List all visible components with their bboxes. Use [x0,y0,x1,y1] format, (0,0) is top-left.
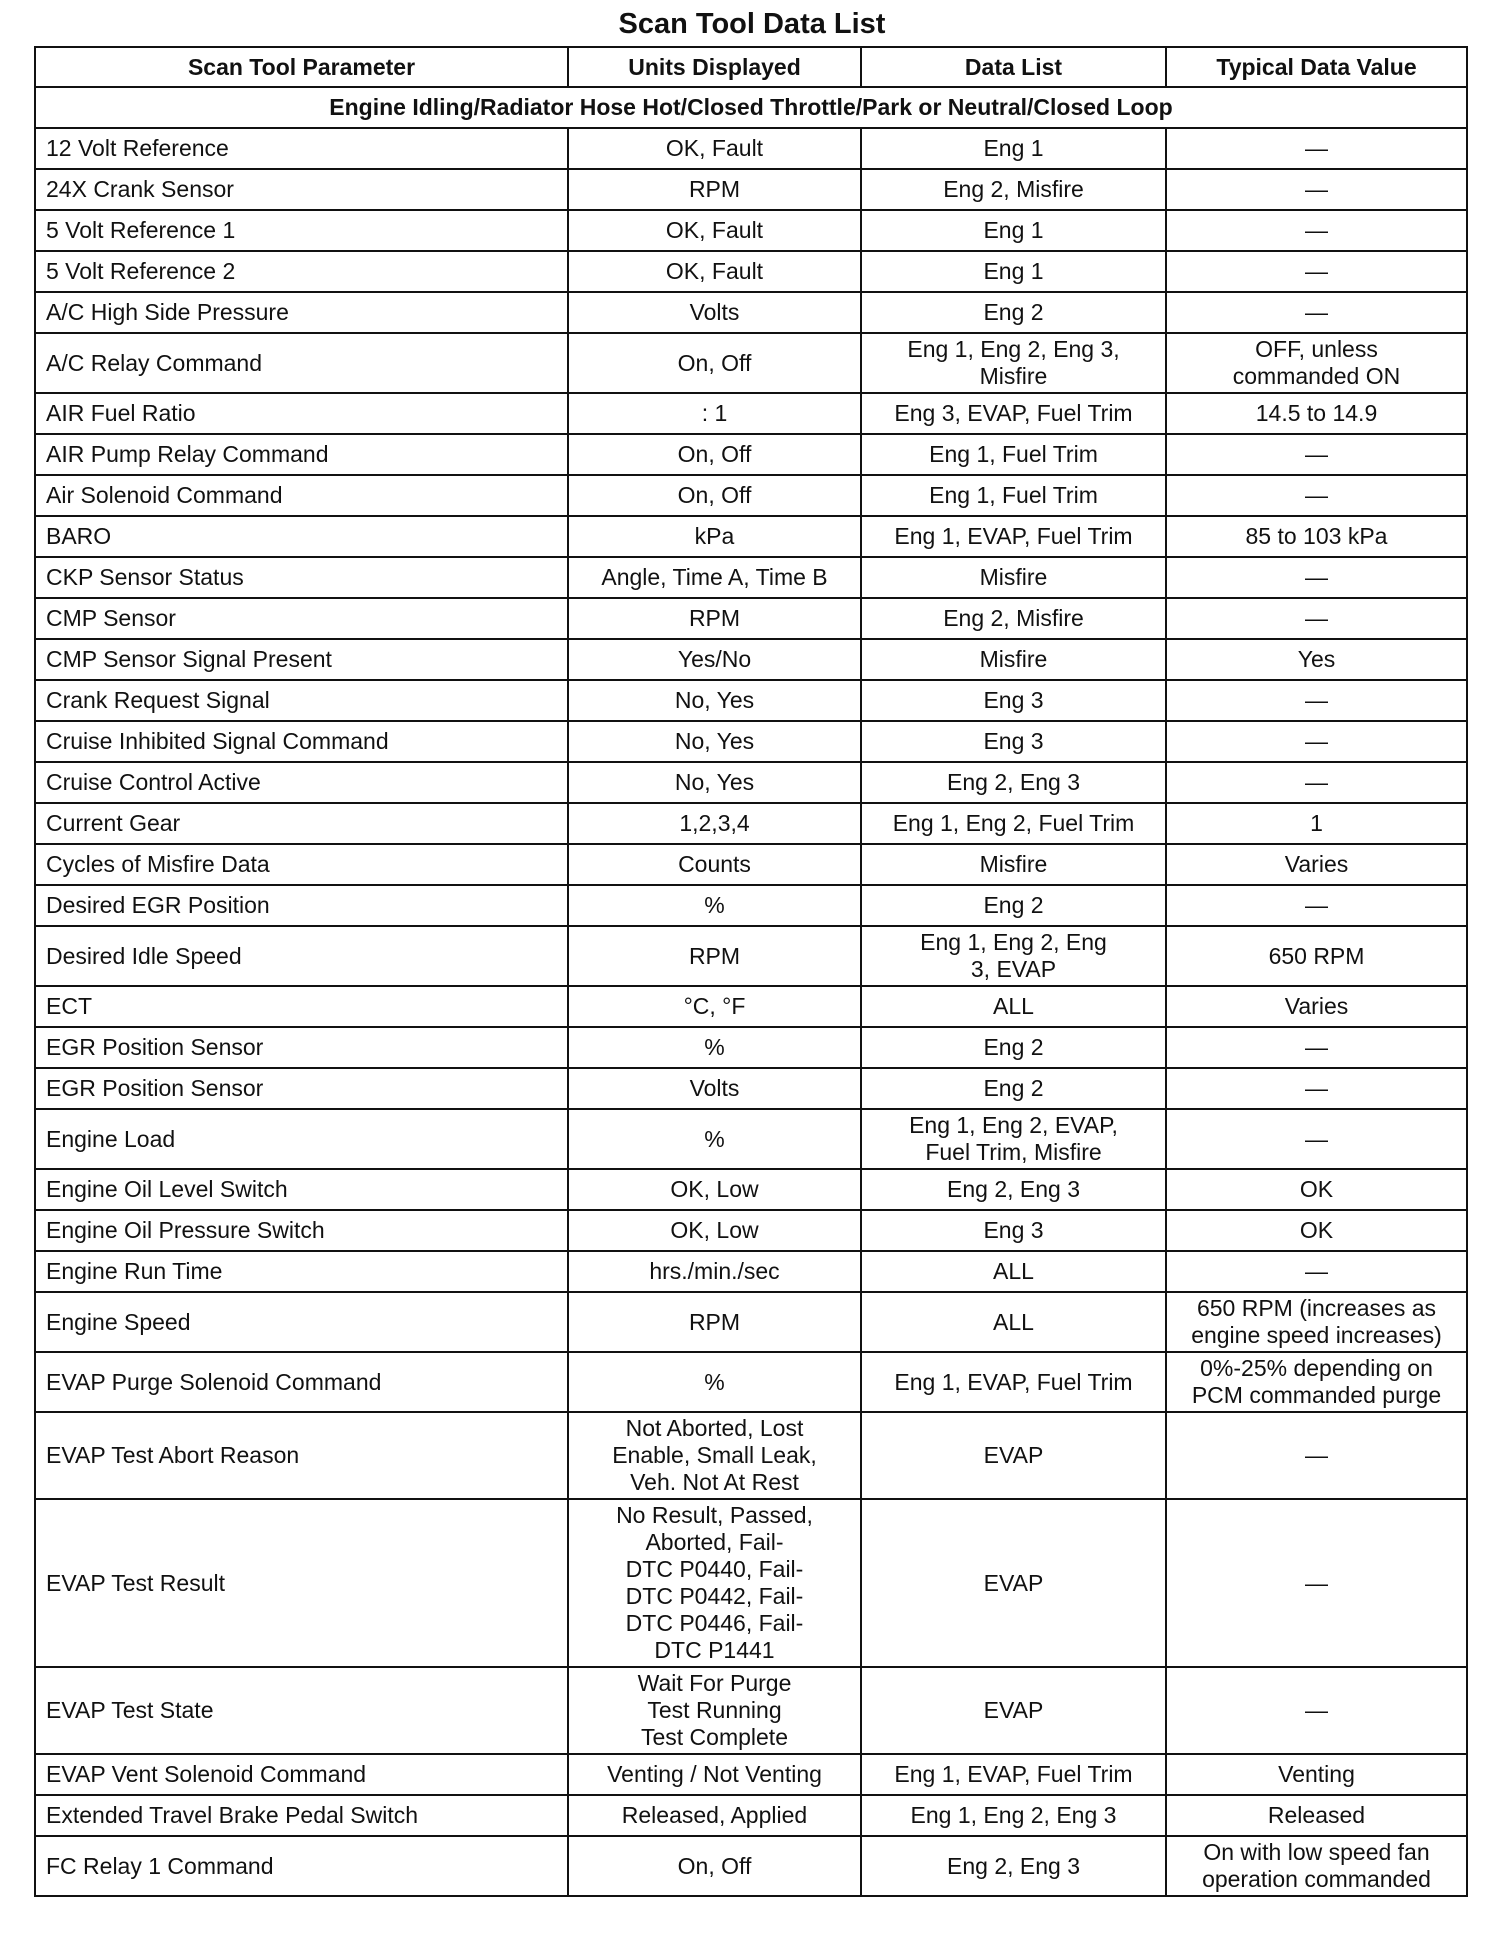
param-cell: CKP Sensor Status [35,557,568,598]
data-list-cell: ALL [861,1251,1166,1292]
table-row [35,1667,1467,1754]
section-row [35,87,1467,128]
table-row [35,475,1467,516]
typical-value-cell: — [1166,1412,1467,1499]
data-list-cell: EVAP [861,1499,1166,1667]
typical-value-cell: — [1166,557,1467,598]
typical-value-cell: — [1166,1109,1467,1169]
table-row [35,803,1467,844]
table-row [35,1412,1467,1499]
column-header-data-list: Data List [861,47,1166,87]
table-row [35,393,1467,434]
data-list-cell: Eng 3 [861,1210,1166,1251]
data-list-cell: Misfire [861,639,1166,680]
data-list-cell: Eng 2, Eng 3 [861,762,1166,803]
table-row [35,1499,1467,1667]
param-cell: EVAP Purge Solenoid Command [35,1352,568,1412]
table-row [35,516,1467,557]
typical-value-cell: OK [1166,1169,1467,1210]
table-row [35,1251,1467,1292]
typical-value-cell: Yes [1166,639,1467,680]
column-header-units: Units Displayed [568,47,861,87]
typical-value-cell: OK [1166,1210,1467,1251]
table-row [35,251,1467,292]
param-cell: 24X Crank Sensor [35,169,568,210]
data-list-cell: Eng 1, EVAP, Fuel Trim [861,1352,1166,1412]
units-cell: RPM [568,169,861,210]
param-cell: EGR Position Sensor [35,1068,568,1109]
typical-value-cell: — [1166,210,1467,251]
data-list-cell: Misfire [861,844,1166,885]
units-cell: Released, Applied [568,1795,861,1836]
typical-value-cell: 14.5 to 14.9 [1166,393,1467,434]
table-row [35,762,1467,803]
data-list-cell: Eng 1, Eng 2, Eng 3 [861,1795,1166,1836]
units-cell: RPM [568,926,861,986]
units-cell: On, Off [568,1836,861,1896]
param-cell: CMP Sensor [35,598,568,639]
typical-value-cell: On with low speed fan operation commanded [1166,1836,1467,1896]
column-header-parameter: Scan Tool Parameter [35,47,568,87]
table-row [35,1836,1467,1896]
typical-value-cell: — [1166,1667,1467,1754]
units-cell: RPM [568,598,861,639]
param-cell: Engine Oil Level Switch [35,1169,568,1210]
data-list-cell: Eng 1 [861,128,1166,169]
param-cell: EVAP Vent Solenoid Command [35,1754,568,1795]
param-cell: Cycles of Misfire Data [35,844,568,885]
data-list-cell: Eng 2 [861,885,1166,926]
typical-value-cell: — [1166,1068,1467,1109]
table-row [35,986,1467,1027]
param-cell: A/C High Side Pressure [35,292,568,333]
units-cell: RPM [568,1292,861,1352]
page-title: Scan Tool Data List [618,8,886,40]
param-cell: Engine Speed [35,1292,568,1352]
data-list-cell: Eng 1, Fuel Trim [861,475,1166,516]
param-cell: Cruise Inhibited Signal Command [35,721,568,762]
typical-value-cell: — [1166,128,1467,169]
typical-value-cell: — [1166,680,1467,721]
units-cell: Volts [568,292,861,333]
units-cell: No Result, Passed, Aborted, Fail- DTC P0440, Fail- DTC P0442, Fail- DTC P0446, Fail- DTC P1441 [568,1499,861,1667]
typical-value-cell: 650 RPM (increases as engine speed increases) [1166,1292,1467,1352]
param-cell: Desired Idle Speed [35,926,568,986]
units-cell: On, Off [568,333,861,393]
units-cell: OK, Fault [568,210,861,251]
table-row [35,1169,1467,1210]
units-cell: Volts [568,1068,861,1109]
typical-value-cell: — [1166,251,1467,292]
data-list-cell: Eng 1, Eng 2, EVAP, Fuel Trim, Misfire [861,1109,1166,1169]
table-row [35,680,1467,721]
units-cell: OK, Fault [568,128,861,169]
units-cell: Venting / Not Venting [568,1754,861,1795]
data-list-cell: Eng 2, Eng 3 [861,1836,1166,1896]
table-row [35,128,1467,169]
units-cell: % [568,1352,861,1412]
data-list-cell: EVAP [861,1412,1166,1499]
param-cell: EVAP Test Abort Reason [35,1412,568,1499]
data-list-cell: ALL [861,1292,1166,1352]
units-cell: OK, Low [568,1210,861,1251]
typical-value-cell: 1 [1166,803,1467,844]
param-cell: AIR Fuel Ratio [35,393,568,434]
table-row [35,210,1467,251]
param-cell: FC Relay 1 Command [35,1836,568,1896]
units-cell: On, Off [568,434,861,475]
units-cell: % [568,885,861,926]
table-row [35,1210,1467,1251]
column-header-typical-value: Typical Data Value [1166,47,1467,87]
table-row [35,926,1467,986]
data-list-cell: Eng 3, EVAP, Fuel Trim [861,393,1166,434]
param-cell: Engine Oil Pressure Switch [35,1210,568,1251]
param-cell: A/C Relay Command [35,333,568,393]
table-row [35,1352,1467,1412]
data-list-cell: Eng 1, Eng 2, Fuel Trim [861,803,1166,844]
typical-value-cell: — [1166,721,1467,762]
units-cell: hrs./min./sec [568,1251,861,1292]
data-list-cell: Eng 1, EVAP, Fuel Trim [861,1754,1166,1795]
typical-value-cell: — [1166,475,1467,516]
units-cell: % [568,1109,861,1169]
typical-value-cell: — [1166,598,1467,639]
units-cell: Not Aborted, Lost Enable, Small Leak, Veh. Not At Rest [568,1412,861,1499]
scan-tool-data-table [34,46,1468,1897]
data-list-cell: EVAP [861,1667,1166,1754]
units-cell: % [568,1027,861,1068]
param-cell: Desired EGR Position [35,885,568,926]
typical-value-cell: — [1166,434,1467,475]
typical-value-cell: 650 RPM [1166,926,1467,986]
data-list-cell: ALL [861,986,1166,1027]
typical-value-cell: 85 to 103 kPa [1166,516,1467,557]
param-cell: 5 Volt Reference 1 [35,210,568,251]
table-row [35,1027,1467,1068]
typical-value-cell: Varies [1166,986,1467,1027]
param-cell: EVAP Test State [35,1667,568,1754]
data-list-cell: Eng 3 [861,721,1166,762]
data-list-cell: Eng 1, Fuel Trim [861,434,1166,475]
data-list-cell: Eng 3 [861,680,1166,721]
data-list-cell: Eng 2 [861,1068,1166,1109]
units-cell: Wait For Purge Test Running Test Complete [568,1667,861,1754]
param-cell: Air Solenoid Command [35,475,568,516]
typical-value-cell: — [1166,1251,1467,1292]
data-list-cell: Eng 2 [861,292,1166,333]
param-cell: CMP Sensor Signal Present [35,639,568,680]
typical-value-cell: Released [1166,1795,1467,1836]
param-cell: Crank Request Signal [35,680,568,721]
table-header-row [35,47,1467,87]
units-cell: No, Yes [568,721,861,762]
table-row [35,1068,1467,1109]
param-cell: ECT [35,986,568,1027]
param-cell: Engine Load [35,1109,568,1169]
typical-value-cell: Venting [1166,1754,1467,1795]
units-cell: OK, Low [568,1169,861,1210]
table-row [35,1754,1467,1795]
table-row [35,721,1467,762]
units-cell: 1,2,3,4 [568,803,861,844]
table-row [35,598,1467,639]
table-row [35,333,1467,393]
units-cell: Yes/No [568,639,861,680]
units-cell: No, Yes [568,680,861,721]
param-cell: Cruise Control Active [35,762,568,803]
units-cell: Angle, Time A, Time B [568,557,861,598]
data-list-cell: Eng 1, Eng 2, Eng 3, Misfire [861,333,1166,393]
table-row [35,639,1467,680]
typical-value-cell: — [1166,1499,1467,1667]
typical-value-cell: — [1166,292,1467,333]
typical-value-cell: — [1166,169,1467,210]
table-row [35,292,1467,333]
param-cell: AIR Pump Relay Command [35,434,568,475]
data-list-cell: Eng 2, Eng 3 [861,1169,1166,1210]
units-cell: Counts [568,844,861,885]
data-list-cell: Eng 2, Misfire [861,169,1166,210]
section-title: Engine Idling/Radiator Hose Hot/Closed Throttle/Park or Neutral/Closed Loop [35,87,1467,128]
param-cell: Engine Run Time [35,1251,568,1292]
table-row [35,1292,1467,1352]
table-row [35,844,1467,885]
typical-value-cell: Varies [1166,844,1467,885]
data-list-cell: Eng 2, Misfire [861,598,1166,639]
data-list-cell: Eng 2 [861,1027,1166,1068]
table-row [35,885,1467,926]
table-row [35,434,1467,475]
table-row [35,169,1467,210]
units-cell: OK, Fault [568,251,861,292]
units-cell: : 1 [568,393,861,434]
data-list-cell: Eng 1, Eng 2, Eng 3, EVAP [861,926,1166,986]
typical-value-cell: — [1166,885,1467,926]
typical-value-cell: — [1166,1027,1467,1068]
data-list-cell: Eng 1 [861,210,1166,251]
param-cell: 12 Volt Reference [35,128,568,169]
param-cell: EVAP Test Result [35,1499,568,1667]
data-list-cell: Eng 1 [861,251,1166,292]
table-row [35,1795,1467,1836]
param-cell: BARO [35,516,568,557]
units-cell: On, Off [568,475,861,516]
param-cell: Current Gear [35,803,568,844]
data-list-cell: Eng 1, EVAP, Fuel Trim [861,516,1166,557]
param-cell: 5 Volt Reference 2 [35,251,568,292]
typical-value-cell: — [1166,762,1467,803]
typical-value-cell: OFF, unless commanded ON [1166,333,1467,393]
table-row [35,557,1467,598]
units-cell: kPa [568,516,861,557]
units-cell: No, Yes [568,762,861,803]
typical-value-cell: 0%-25% depending on PCM commanded purge [1166,1352,1467,1412]
param-cell: EGR Position Sensor [35,1027,568,1068]
data-list-cell: Misfire [861,557,1166,598]
table-row [35,1109,1467,1169]
units-cell: °C, °F [568,986,861,1027]
param-cell: Extended Travel Brake Pedal Switch [35,1795,568,1836]
